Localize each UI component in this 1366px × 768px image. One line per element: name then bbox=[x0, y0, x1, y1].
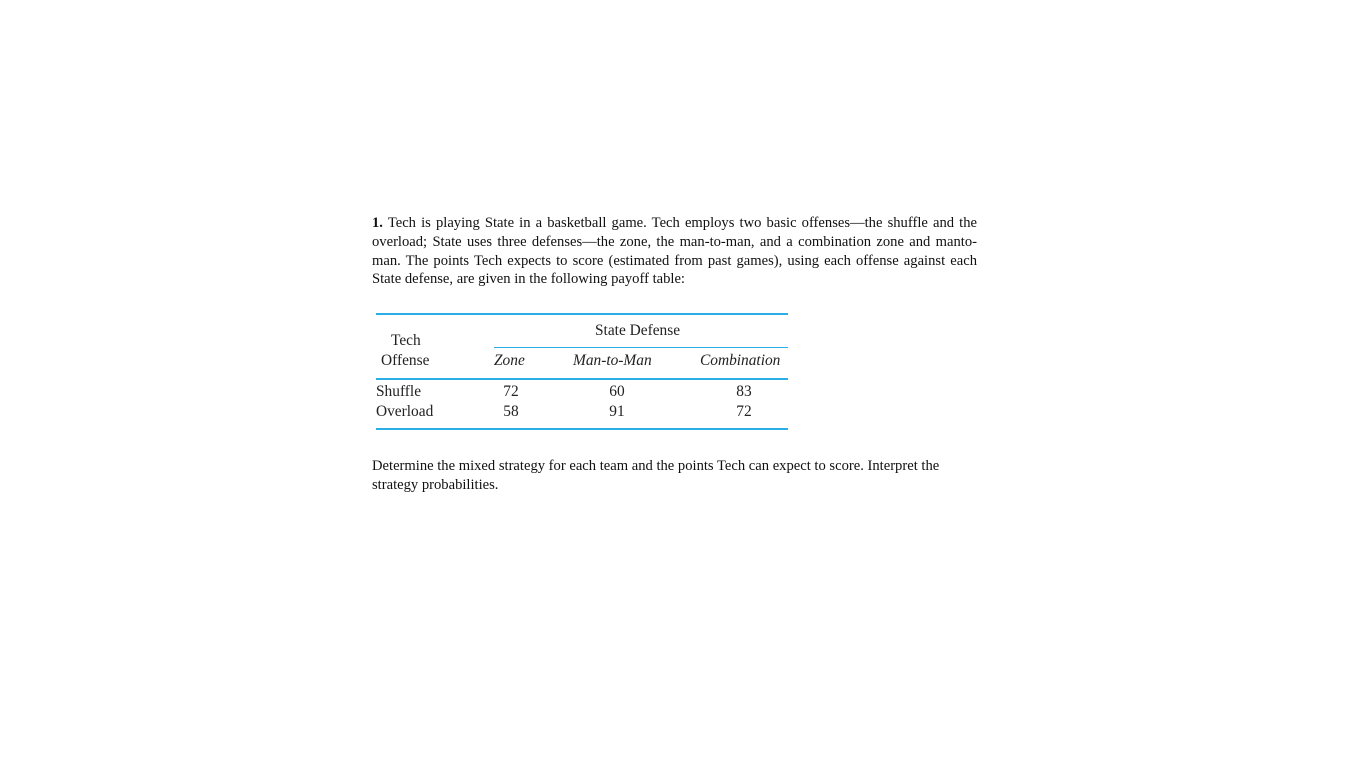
cell-shuffle-combination: 83 bbox=[736, 383, 752, 400]
problem-number: 1. bbox=[372, 215, 383, 231]
row-header-tech: Tech bbox=[391, 332, 421, 349]
problem-statement bbox=[372, 214, 977, 289]
cell-overload-zone: 58 bbox=[503, 403, 519, 420]
column-header-combination: Combination bbox=[700, 352, 781, 369]
followup-question: Determine the mixed strategy for each team and the points Tech can expect to score. Interpret the strategy probabilities. bbox=[372, 458, 940, 493]
header-bottom-rule bbox=[376, 378, 788, 380]
table-bottom-rule bbox=[376, 428, 788, 430]
row-header-offense: Offense bbox=[381, 352, 430, 369]
column-group-header: State Defense bbox=[595, 322, 681, 339]
cell-shuffle-zone: 72 bbox=[503, 383, 519, 400]
column-header-man-to-man: Man-to-Man bbox=[573, 352, 652, 369]
column-group-rule bbox=[494, 347, 788, 348]
payoff-table bbox=[376, 313, 788, 431]
cell-overload-combination: 72 bbox=[736, 403, 752, 420]
cell-overload-man-to-man: 91 bbox=[609, 403, 625, 420]
cell-shuffle-man-to-man: 60 bbox=[609, 383, 625, 400]
row-label-shuffle: Shuffle bbox=[376, 383, 422, 400]
row-label-overload: Overload bbox=[376, 403, 434, 420]
table-top-rule bbox=[376, 313, 788, 315]
problem-text: Tech is playing State in a basketball game. Tech employs two basic offenses—the shuffle and the overload; State uses three defenses—the zone, the man-to-man, and a combination zone and manto-man. The points Tech expects to score (estimated from past games), using each offense against each State defense, are given in the following payoff table: bbox=[372, 215, 978, 288]
column-header-zone: Zone bbox=[494, 352, 525, 369]
